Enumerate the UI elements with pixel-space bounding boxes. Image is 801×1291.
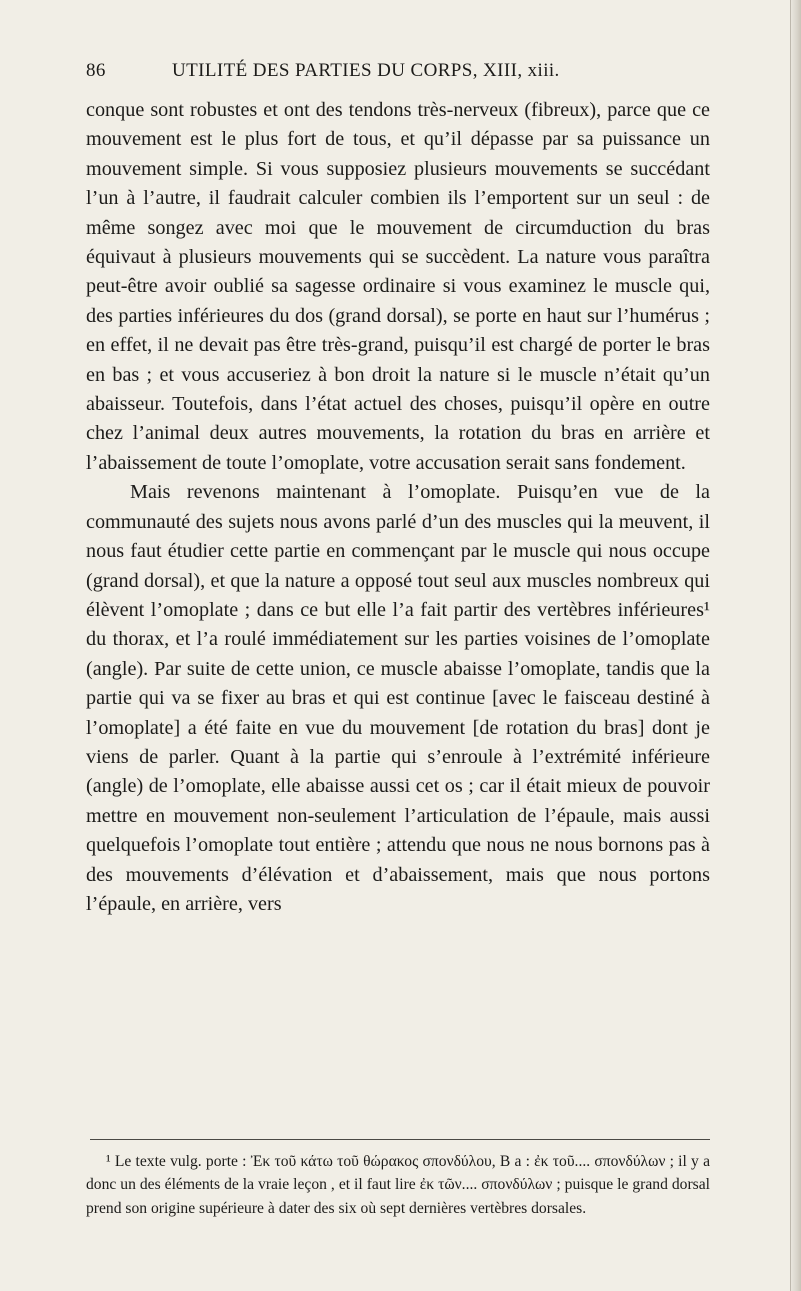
footnote-divider <box>90 1139 710 1140</box>
page-number: 86 <box>86 60 106 81</box>
main-text <box>86 96 710 919</box>
paragraph: Mais revenons maintenant à l’omoplate. Puisqu’en vue de la communauté des sujets nous avons parlé d’un des muscles qui la meuvent, il nous faut étudier cette partie en commençant par le muscle qui nous occupe (grand dorsal), et que la nature a opposé tout seul aux muscles nombreux qui élèvent l’omoplate ; dans ce but elle l’a fait partir des vertèbres inférieures¹ du thorax, et l’a roulé immédiatement sur les parties voisines de l’omoplate (angle). Par suite de cette union, ce muscle abaisse l’omoplate, tandis que la partie qui va se fixer au bras et qui est continue [avec le faisceau destiné à l’omoplate] a été faite en vue du mouvement [de rotation du bras] dont je viens de parler. Quant à la partie qui s’enroule à l’extrémité inférieure (angle) de l’omoplate, elle abaisse aussi cet os ; car il était mieux de pouvoir mettre en mouvement non-seulement l’articulation de l’épaule, mais aussi quelquefois l’omoplate tout entière ; attendu que nous ne nous bornons pas à des mouvements d’élévation et d’abaissement, mais que nous portons l’épaule, en arrière, vers <box>86 481 710 915</box>
page-header <box>86 60 710 90</box>
running-head: UTILITÉ DES PARTIES DU CORPS, XIII, xiii. <box>172 60 560 81</box>
footnote-text: ¹ Le texte vulg. porte : Ἐκ τοῦ κάτω τοῦ θώρακος σπονδύλου, B a : ἐκ τοῦ.... σπονδύλων ; il y a donc un des éléments de la vraie leçon , et il faut lire ἐκ τῶν.... σπονδύλων ; puisque le grand dorsal prend son origine supérieure à dater des six où sept dernières vertèbres dorsales. <box>86 1153 710 1217</box>
footnote <box>86 1150 710 1220</box>
paragraph: conque sont robustes et ont des tendons très-nerveux (fibreux), parce que ce mouvement est le plus fort de tous, et qu’il dépasse par sa puissance un mouvement simple. Si vous supposiez plusieurs mouvements se succédant l’un à l’autre, il faudrait calculer combien ils l’emportent sur un seul : de même songez avec moi que le mouvement de circumduction du bras équivaut à plusieurs mouvements qui se succèdent. La nature vous paraîtra peut-être avoir oublié sa sagesse ordinaire si vous examinez le muscle qui, des parties inférieures du dos (grand dorsal), se porte en haut sur l’humérus ; en effet, il ne devait pas être très-grand, puisqu’il est chargé de porter le bras en bas ; et vous accuseriez à bon droit la nature si le muscle n’était qu’un abaisseur. Toutefois, dans l’état actuel des choses, puisqu’il opère en outre chez l’animal deux autres mouvements, la rotation du bras en arrière et l’abaissement de toute l’omoplate, votre accusation serait sans fondement. <box>86 99 710 474</box>
page-edge <box>790 0 801 1291</box>
